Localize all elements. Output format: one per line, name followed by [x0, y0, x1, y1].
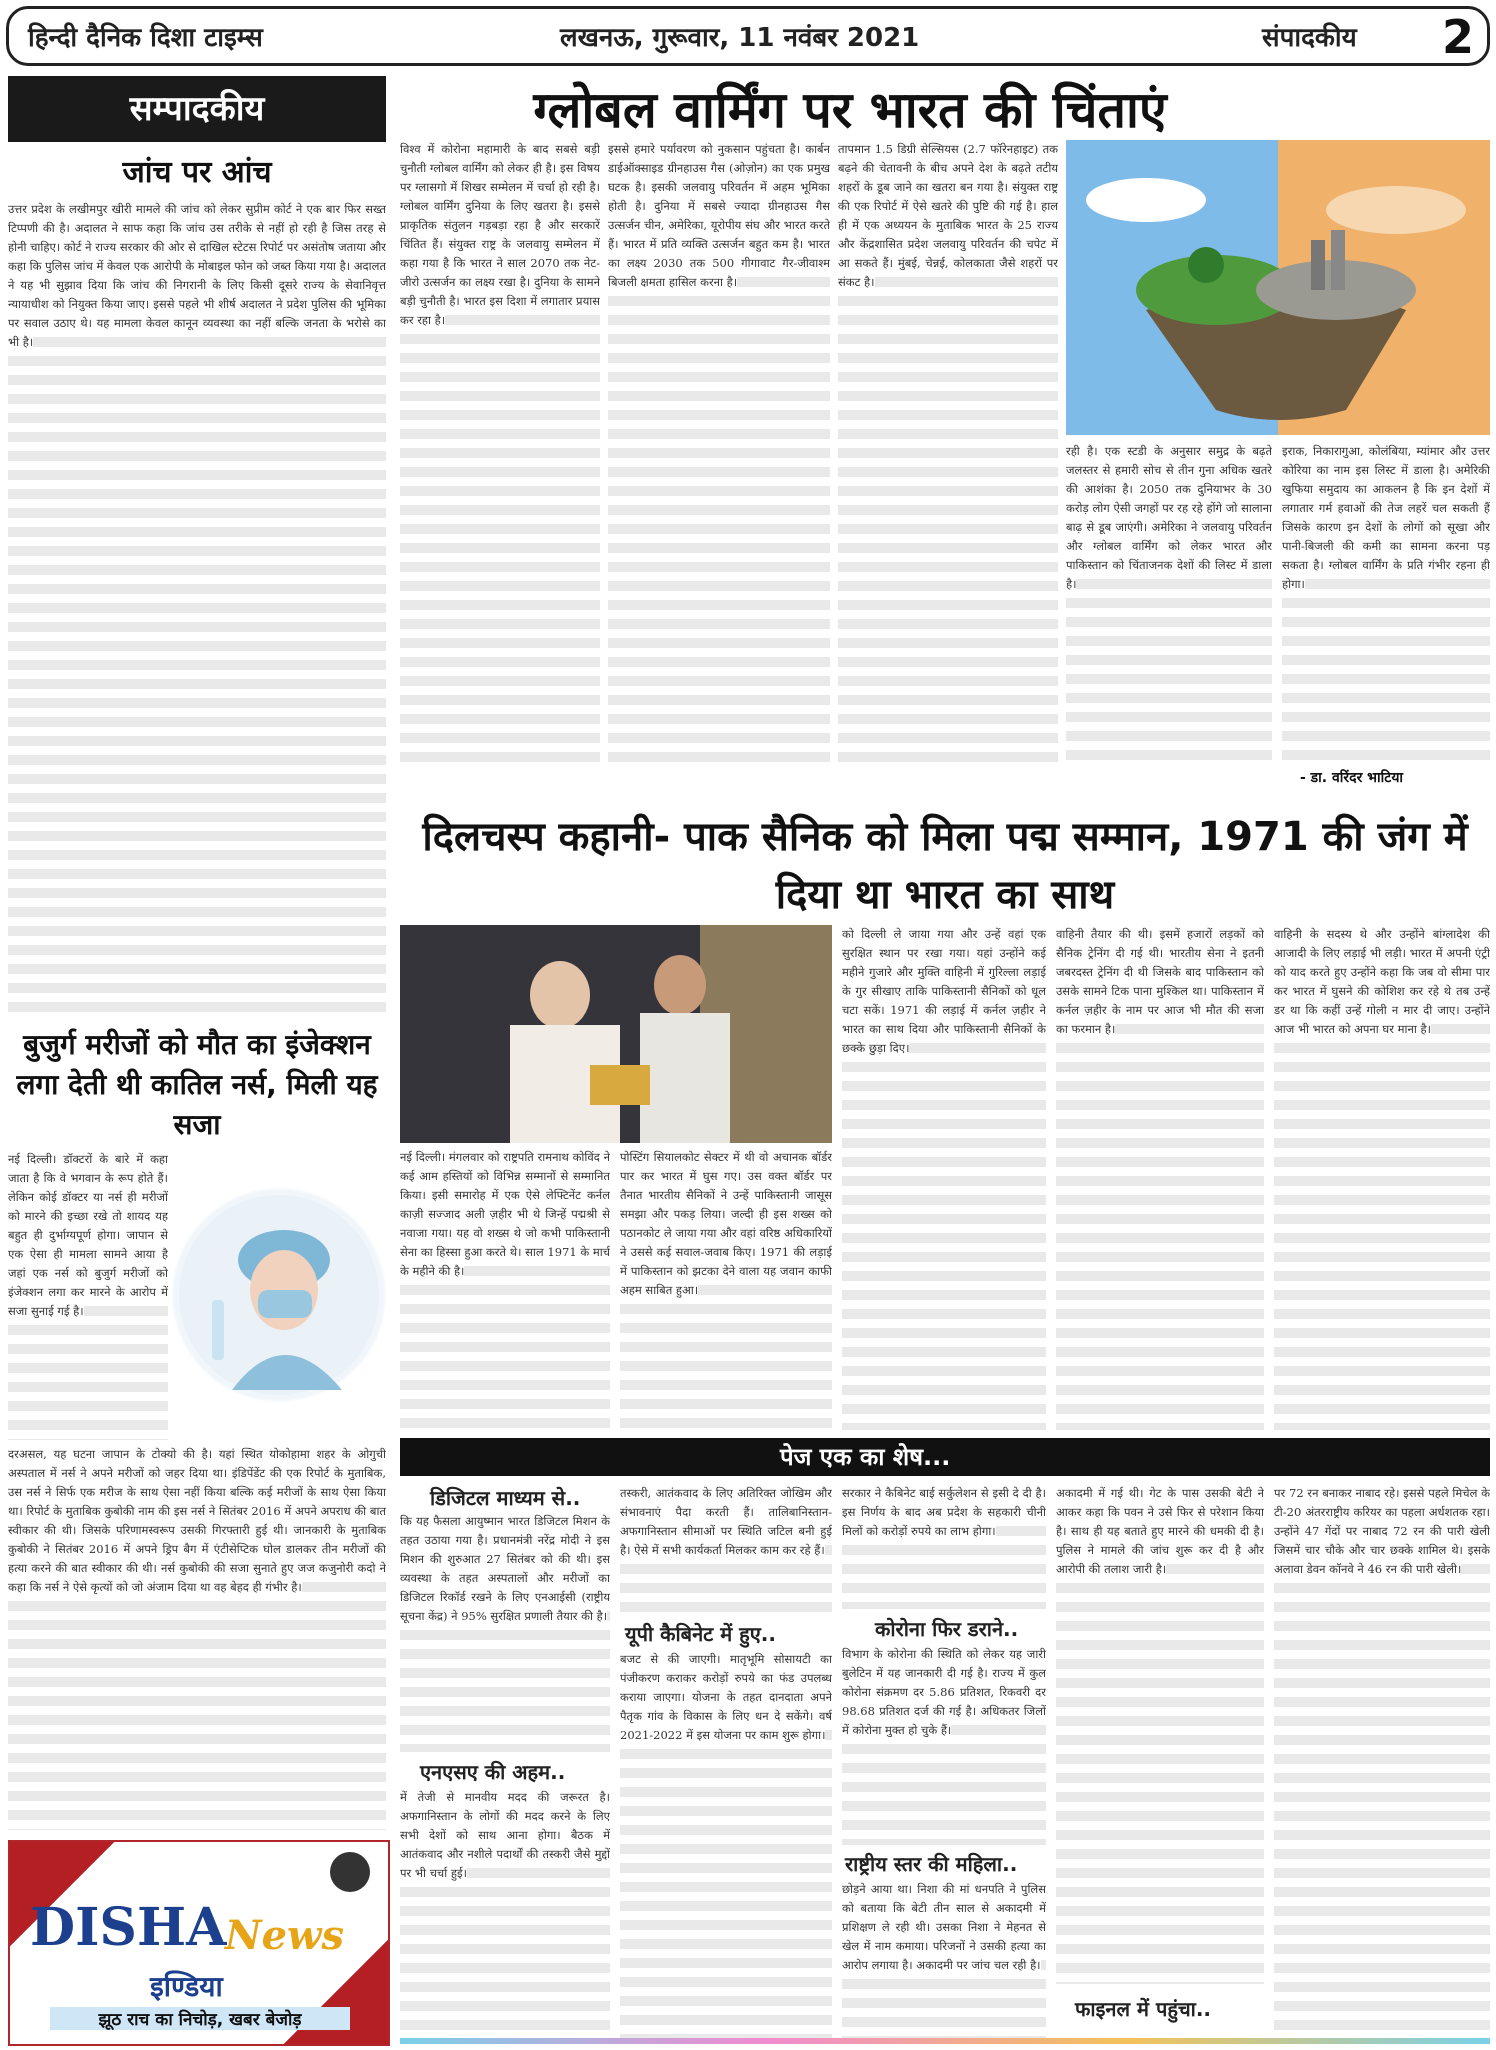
gw-byline: - डा. वरिंदर भाटिया [1300, 770, 1404, 786]
editorial-banner-text: सम्पादकीय [129, 89, 265, 129]
nurse-intro: नई दिल्ली। डॉक्टरों के बारे में कहा जाता है कि वे भगवान के रूप होते हैं। लेकिन कोई डॉक्टर या नर्स ही मरीजों को मारने की इच्छा रखे तो शायद यह बहुत ही दुर्भाग्यपूर्ण होगा। जापान से एक ऐसा ही मामला सामने आया है जहां एक नर्स को बुजुर्ग मरीजों को इंजेक्शन लगा कर मारने के आरोप में सजा सुनाई गई है। [8, 1150, 168, 1440]
bottom-color-strip [400, 2038, 1490, 2044]
digital-subhead: डिजिटल माध्यम से.. [430, 1486, 581, 1510]
pak-col-1: नई दिल्ली। मंगलवार को राष्ट्रपति रामनाथ कोविंद ने कई आम हस्तियों को विभिन्न सम्मानों से सम्मानित किया। इसी समारोह में एक ऐसे लेफ्टिनेंट कर्नल काज़ी सज्जाद अली ज़हीर भी थे जिन्हें पद्मश्री से नवाजा गया। यह वो शख्स थे जो कभी पाकिस्तानी सेना का हिस्सा हुआ करते थे। साल 1971 के मार्च के महीने की है। [400, 1148, 610, 1430]
editorial-banner [8, 76, 386, 142]
gw-col-5: इराक, निकारागुआ, कोलंबिया, म्यांमार और उत्तर कोरिया का नाम इस लिस्ट में डाला है। अमेरिकी खुफिया समुदाय का आकलन है कि इन देशों में लगातार गर्म हवाओं की तेज लहरें चल सकती हैं जिसके कारण इन देशों के लोगों को सूखा और पानी-बिजली की कमी का सामना करना पड़ सकता है। ग्लोबल वार्मिंग के प्रति गंभीर रहना ही होगा। [1282, 442, 1490, 765]
ad-tagline: झूठ राच का निचोड़, खबर बेजोड़ [50, 2007, 350, 2030]
editorial-title: जांच पर आंच [122, 155, 272, 190]
editorial-body: उत्तर प्रदेश के लखीमपुर खीरी मामले की जांच को लेकर सुप्रीम कोर्ट ने एक बार फिर सख्त टिप्पणी की है। अदालत ने साफ कहा कि जांच उस तरीके से नहीं हो रही है जिस तरह से होनी चाहिए। कोर्ट ने राज्य सरकार की ओर से दाखिल स्टेटस रिपोर्ट पर असंतोष जताया और कहा कि पुलिस जांच में केवल एक आरोपी के मोबाइल फोन को जब्त किया गया है। अदालत ने यह भी सुझाव दिया कि जांच की निगरानी के लिए किसी दूसरे राज्य के सेवानिवृत्त न्यायाधीश को नियुक्त किया जाए। इससे पहले भी शीर्ष अदालत ने प्रदेश पुलिस की भूमिका पर सवाल उठाए थे। यह मामला केवल कानून व्यवस्था का नहीं बल्कि जनता के भरोसे का भी है। [8, 200, 386, 1020]
pak-col-5: वाहिनी के सदस्य थे और उन्होंने बांग्लादेश की आजादी के लिए लड़ाई भी लड़ी। भारत में अपनी एंट्री को याद करते हुए उन्होंने कहा कि जब वो सीमा पार कर भारत में घुसने की कोशिश कर रहे थे तब उन्हें डर था कि कहीं उन्हें गोली न मार दी जाए। उन्होंने आज भी भारत को अपना घर माना है। [1274, 925, 1490, 1430]
nurse-photo [172, 1150, 386, 1440]
pak-soldier-headline: दिलचस्प कहानी- पाक सैनिक को मिला पद्म सम्मान, 1971 की जंग में दिया था भारत का साथ [422, 814, 1468, 918]
corona-subhead: कोरोना फिर डराने.. [875, 1617, 1019, 1641]
gw-col-2: इससे हमारे पर्यावरण को नुकसान पहुंचता है। कार्बन डाईऑक्साइड ग्रीनहाउस गैस (ओज़ोन) का एक प्रमुख घटक है। इसकी जलवायु परिवर्तन में अहम भूमिका होती है। दुनिया में सबसे ज्यादा ग्रीनहाउस गैस उत्सर्जन चीन, अमेरिका, यूरोपीय संघ और भारत करते हैं। भारत में प्रति व्यक्ति उत्सर्जन बहुत कम है। भारत का लक्ष्य 2030 तक 500 गीगावाट गैर-जीवाश्म बिजली क्षमता हासिल करना है। [608, 140, 830, 765]
gw-col-4: रही है। एक स्टडी के अनुसार समुद्र के बढ़ते जलस्तर से हमारी सोच से तीन गुना अधिक खतरे की आशंका है। 2050 तक दुनियाभर के 30 करोड़ लोग ऐसी जगहों पर रह रहे होंगे जो सालाना बाढ़ से डूब जाएंगी। अमेरिका ने जलवायु परिवर्तन और ग्लोबल वार्मिंग को लेकर भारत और पाकिस्तान को चिंताजनक देशों की लिस्ट में डाला है। [1066, 442, 1272, 765]
pak-col-3: को दिल्ली ले जाया गया और उन्हें वहां एक सुरक्षित स्थान पर रखा गया। यहां उन्होंने कई महीने गुजारे और मुक्ति वाहिनी में गुरिल्ला लड़ाई के गुर सीखाए ताकि पाकिस्तानी सैनिकों को धूल चटा सकें। 1971 की लड़ाई में कर्नल ज़हीर ने भारत का साथ दिया और पाकिस्तानी सैनिकों के छक्के छुड़ा दिए। [842, 925, 1046, 1430]
paper-name: हिन्दी दैनिक दिशा टाइम्स [28, 23, 263, 53]
ad-brand-india: इण्डिया [150, 1970, 223, 2003]
section-label: संपादकीय [1262, 23, 1357, 53]
continued-banner [400, 1438, 1490, 1476]
corona-body: विभाग के कोरोना की स्थिति को लेकर यह जारी बुलेटिन में यह जानकारी दी गई है। राज्य में कुल कोरोना संक्रमण दर 5.86 प्रतिशत, रिकवरी दर 98.68 प्रतिशत दर्ज की गई है। अधिकतर जिलों में कोरोना मुक्त हो चुके हैं। [842, 1645, 1046, 1845]
nsa-body: में तेजी से मानवीय मदद की जरूरत है। अफगानिस्तान के लोगों की मदद करने के लिए सभी देशों को साथ आना होगा। बैठक में आतंकवाद और नशीले पदार्थों की तस्करी जैसे मुद्दों पर भी चर्चा हुई। [400, 1788, 610, 2043]
page-number: 2 [1441, 10, 1474, 64]
ad-brand-news: News [225, 1912, 344, 1959]
gw-col-3: तापमान 1.5 डिग्री सेल्सियस (2.7 फॉरेनहाइट) तक बढ़ने की चेतावनी के बीच अपने देश के बढ़ते तटीय शहरों के डूब जाने का खतरा बन गया है। संयुक्त राष्ट्र की एक रिपोर्ट में ऐसे खतरे की पुष्टि की गई है। हाल ही में एक अध्ययन के मुताबिक भारत के 25 राज्य और केंद्रशासित प्रदेश जलवायु परिवर्तन की चपेट में आ सकते हैं। मुंबई, चेन्नई, कोलकाता जैसे शहरों पर संकट है। [838, 140, 1058, 765]
ad-brand-disha: DISHA [30, 1897, 227, 1958]
nurse-body: दरअसल, यह घटना जापान के टोक्यो की है। यहां स्थित योकोहामा शहर के ओगुची अस्पताल में नर्स ने अपने मरीजों को जहर दिया था। इंडिपेंडेंट की एक रिपोर्ट के मुताबिक, उस नर्स ने सिर्फ एक मरीज के साथ ऐसा नहीं किया बल्कि कई मरीजों के साथ ऐसा किया था। रिपोर्ट के मुताबिक कुबोकी नाम की इस नर्स ने सितंबर 2016 में अपने अपराध की बात स्वीकार की थी। जिसके परिणामस्वरूप उसकी गिरफ्तारी हुई थी। जानकारी के मुताबिक कुबोकी ने सितंबर 2016 में अपने ड्रिप बैग में एंटीसेप्टिक घोल डालकर तीन मरीजों की हत्या करने की बात स्वीकार की थी। नर्स कुबोकी की सजा सुनाते हुए जज कजुनोरी कदो ने कहा कि नर्स ने ऐसे कृत्यों को जो अंजाम दिया था वह बेहद ही गंभीर है। [8, 1445, 386, 1830]
nurse-headline: बुजुर्ग मरीजों को मौत का इंजेक्शन लगा देती थी कातिल नर्स, मिली यह सजा [16, 1028, 378, 1141]
bottom-col-5: पर 72 रन बनाकर नाबाद रहे। इससे पहले मिचेल के टी-20 अंतरराष्ट्रीय करियर का पहला अर्धशतक रहा। उन्होंने 47 गेंदों पर नाबाद 72 रन की पारी खेली जिसमें चार चौके और चार छक्के शामिल थे। इसके अलावा डेवन कॉनवे ने 46 रन की पारी खेली। [1274, 1484, 1490, 2043]
disha-news-ad [8, 1840, 390, 2046]
microphone-icon [330, 1852, 370, 1892]
pak-col-2: पोस्टिंग सियालकोट सेक्टर में थी वो अचानक बॉर्डर पार कर भारत में घुस गए। उस वक्त बॉर्डर पर तैनात भारतीय सैनिकों ने उन्हें पाकिस्तानी जासूस समझा और पकड़ लिया। जल्दी ही इस शख्स को पठानकोट ले जाया गया और वहां वरिष्ठ अधिकारियों ने उससे कई सवाल-जवाब किए। 1971 की लड़ाई में पाकिस्तान को झटका देने वाला यह जवान काफी अहम साबित हुआ। [620, 1148, 832, 1430]
national-subhead: राष्ट्रीय स्तर की महिला.. [845, 1852, 1018, 1876]
global-warming-headline: ग्लोबल वार्मिंग पर भारत की चिंताएं [533, 81, 1167, 139]
pak-col-4: वाहिनी तैयार की थी। इसमें हजारों लड़कों को सैनिक ट्रेनिंग दी गई थी। भारतीय सेना ने इतनी जबरदस्त ट्रेनिंग दी थी जिसके बाद पाकिस्तान को उसके सामने टिक पाना मुश्किल था। पाकिस्तान में कर्नल ज़हीर के नाम पर आज भी मौत की सजा का फरमान है। [1056, 925, 1264, 1430]
digital-body: कि यह फैसला आयुष्मान भारत डिजिटल मिशन के तहत उठाया गया है। प्रधानमंत्री नरेंद्र मोदी ने इस मिशन की शुरुआत 27 सितंबर को की थी। इस व्यवस्था के तहत अस्पतालों और मरीजों का डिजिटल रिकॉर्ड रखने के लिए एनआईसी (राष्ट्रीय सूचना केंद्र) ने 95% सुरक्षित प्रणाली तैयार की है। [400, 1512, 610, 1752]
cabinet-body: बजट से की जाएगी। मातृभूमि सोसायटी का पंजीकरण कराकर करोड़ों रुपये का फंड उपलब्ध कराया जाएगा। योजना के तहत दानदाता अपने पैतृक गांव के विकास के लिए धन दे सकेंगे। वर्ष 2021-2022 में इस योजना पर काम शुरू होगा। [620, 1650, 832, 2043]
gw-col-1: विश्व में कोरोना महामारी के बाद सबसे बड़ी चुनौती ग्लोबल वार्मिंग को लेकर ही है। इस विषय पर ग्लासगो में शिखर सम्मेलन में चर्चा हो रही है। ग्लोबल वार्मिंग दुनिया के लिए खतरा है। इससे प्राकृतिक संतुलन गड़बड़ा रहा है और सरकारें चिंतित हैं। संयुक्त राष्ट्र के जलवायु सम्मेलन में कहा गया है कि भारत ने साल 2070 तक नेट-जीरो उत्सर्जन का लक्ष्य रखा है। दुनिया के सामने बड़ी चुनौती है। भारत इस दिशा में लगातार प्रयास कर रहा है। [400, 140, 600, 765]
dateline: लखनऊ, गुरूवार, 11 नवंबर 2021 [560, 23, 920, 53]
nsa-subhead: एनएसए की अहम.. [420, 1760, 566, 1784]
bottom-col-3-top: सरकार ने कैबिनेट बाई सर्कुलेशन से इसी दे दी है। इस निर्णय के बाद अब प्रदेश के सहकारी चीनी मिलों को करोड़ों रुपये का लाभ होगा। [842, 1484, 1046, 1609]
continued-banner-text: पेज एक का शेष... [780, 1443, 951, 1471]
award-ceremony-photo [400, 925, 832, 1143]
cabinet-subhead: यूपी कैबिनेट में हुए.. [625, 1622, 777, 1646]
bottom-col-4: अकादमी में गई थी। गेट के पास उसकी बेटी ने आकर कहा कि पवन ने उसे फिर से परेशान किया है। साथ ही यह बताते हुए मारने की धमकी दी है। पुलिस ने मामले की जांच शुरू कर दी है और आरोपी की तलाश जारी है। [1056, 1484, 1264, 1984]
global-warming-illustration [1066, 140, 1490, 435]
bottom-col-2-top: तस्करी, आतंकवाद के लिए अतिरिक्त जोखिम और संभावनाएं पैदा करती हैं। तालिबानिस्तान-अफगानिस्तान सीमाओं पर स्थिति जटिल बनी हुई है। ऐसे में सभी कार्यकर्ता मिलकर काम कर रहे हैं। [620, 1484, 832, 1614]
final-subhead: फाइनल में पहुंचा.. [1075, 1997, 1212, 2021]
national-body: छोड़ने आया था। निशा की मां धनपति ने पुलिस को बताया कि बेटी तीन साल से अकादमी में प्रशिक्षण ले रही थी। उसका निशा ने मेहनत से खेल में नाम कमाया। परिजनों ने उसकी हत्या का आरोप लगाया है। अकादमी पर जांच चल रही है। [842, 1880, 1046, 2043]
